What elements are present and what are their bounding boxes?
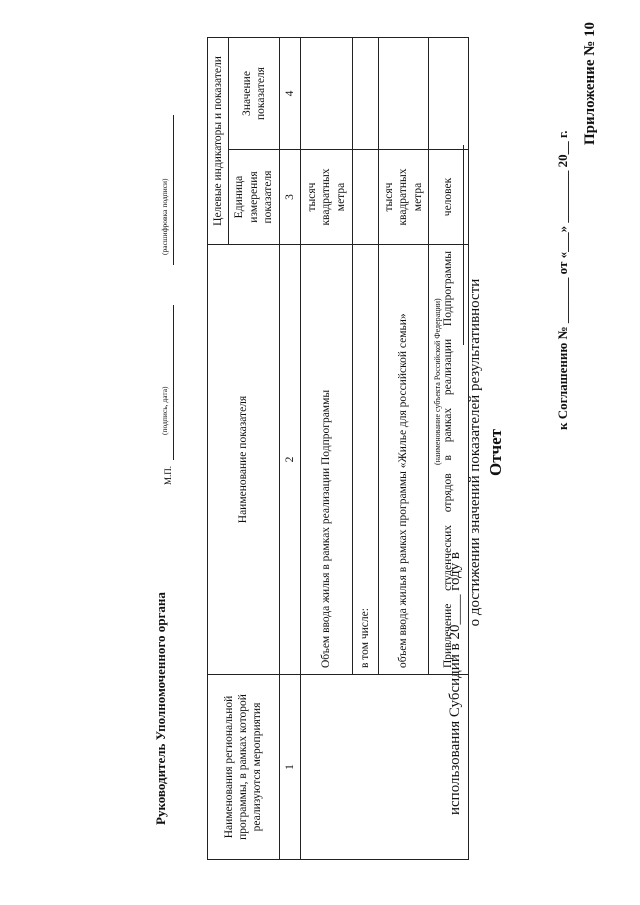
indicator-name: объем ввода жилья в рамках программы «Жилье для российской семьи» xyxy=(378,245,428,675)
subject-caption: (наименование субъекта Российской Федерации) xyxy=(433,298,442,465)
signature-caption: (подпись, дата) xyxy=(160,386,169,435)
indicator-value xyxy=(378,37,428,149)
signature-line xyxy=(173,305,174,460)
indicator-value xyxy=(300,37,352,149)
stamp-place-label: М.П. xyxy=(163,465,173,485)
indicator-unit: тысяч квадратных метра xyxy=(300,150,352,245)
col-number: 4 xyxy=(279,37,300,149)
col-number: 3 xyxy=(279,150,300,245)
indicator-unit: тысяч квадратных метра xyxy=(378,150,428,245)
authority-head-label: Руководитель Уполномоченного органа xyxy=(153,592,168,825)
appendix-number: Приложение № 10 xyxy=(582,21,598,145)
col-number: 1 xyxy=(279,675,300,860)
indicator-unit xyxy=(352,150,378,245)
header-indicator-name: Наименование показателя xyxy=(208,245,280,675)
header-unit: Единица измерения показателя xyxy=(229,150,279,245)
report-title: Отчет xyxy=(486,428,505,477)
col-number: 2 xyxy=(279,245,300,675)
indicator-name: Объем ввода жилья в рамках реализации Подпрограммы xyxy=(300,245,352,675)
indicator-name: Привлечение студенческих отрядов в рамках реализации Подпрограммы xyxy=(429,245,469,675)
table-header-row xyxy=(208,37,229,859)
report-subtitle: о достижении значений показателей результативности xyxy=(467,278,483,627)
indicator-value xyxy=(352,37,378,149)
header-targets: Целевые индикаторы и показатели xyxy=(208,37,229,244)
signature-decode-caption: (расшифровка подписи) xyxy=(160,178,169,255)
table-row xyxy=(300,37,352,859)
table-number-row xyxy=(279,37,300,859)
indicator-value xyxy=(429,37,469,149)
report-subtitle-year: использования Субсидии в 20____ году в xyxy=(447,551,463,815)
header-program-name: Наименования региональной программы, в рамках которой реализуются мероприятия xyxy=(208,675,280,860)
report-table xyxy=(207,37,469,860)
agreement-reference: к Соглашению № _______ от «___» ________ 20__ г. xyxy=(555,130,570,430)
signature-decode-line xyxy=(173,115,174,265)
indicator-unit: человек xyxy=(429,150,469,245)
header-value: Значение показателя xyxy=(229,37,279,149)
indicator-name: в том числе: xyxy=(352,245,378,675)
program-name-cell xyxy=(300,675,468,860)
